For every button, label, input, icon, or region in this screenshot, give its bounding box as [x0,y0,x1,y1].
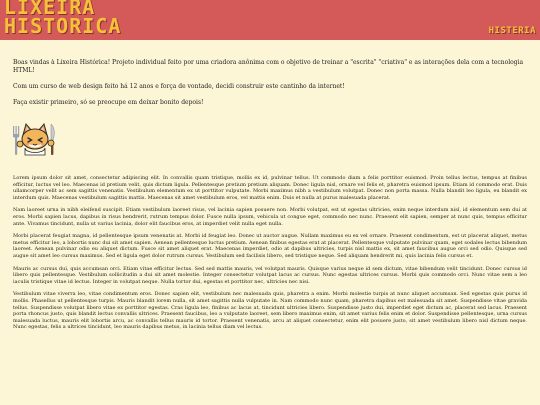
lorem-paragraph: Morbi placerat feugiat magna, id pellentesque ipsum venenatis at. Morbi id feugiat leo. Donec ut auctor augue. Nullam maximus eu ex vel ornare. Praesent condimentum, est ut placerat aliquet, metus metus efficitur leo, a lobortis nunc dui sit amet sapien. Aenean pellentesque luctus pretium. Aenean finibus egestas erat at placerat. Pellentesque vulputate pulvinar quam, eget sodales lectus bibendum laoreet. Aenean pulvinar odio eu aliquet dictum. Fusce sit amet aliquet erat. Maecenas imperdiet, odio at dapibus ultricies, turpis nisl mattis ex, sit amet faucibus augue orci sed odio. Quisque sed augue sit amet leo cursus maximus. Sed et ligula eget dolor rutrum cursus. Vestibulum sed facilisis libero, sed tristique neque. Sed aliquam hendrerit mi, quis lacinia felis cursus et. [13,233,527,259]
lorem-paragraph: Mauris ac cursus dui, quis accumsan orci. Etiam vitae efficitur lectus. Sed sed mattis mauris, vel volutpat mauris. Quisque varius neque id sem dictum, vitae bibendum velit tincidunt. Donec cursus id libero quis pellentesque. Vestibulum sollicitudin a dui sit amet molestie. Integer consectetur volutpat lacus ac cursus. Nunc egestas ultrices cursus. Morbi quis commodo orci. Nunc vitae sem a leo iaculis tristique vitae id lectus. Integer in volutpat neque. Nulla tortor dui, egestas et porttitor nec, ultricies nec nisi. [13,265,527,285]
lorem-paragraph: Vestibulum vitae viverra leo, vitae condimentum eros. Donec sapien elit, vestibulum nec malesuada quis, pharetra a enim. Morbi molestie turpis at nunc aliquet accumsan. Sed egestas quis purus id mollis. Phasellus ut pellentesque turpis. Mauris blandit lorem nulla, sit amet sagittis nulla vulputate in. Nam commodo nunc quam, pharetra dapibus est malesuada sit amet. Suspendisse vitae gravida tellus. Suspendisse volutpat libero vitae ex porttitor egestas. Cras ligula leo, finibus ac lacus at, tincidunt ultricies libero. Suspendisse justo dui, imperdiet eget dictum ac, placerat sed lacus. Praesent porta rhoncus justo, quis blandit lectus convallis ultrices. Praesent faucibus, leo a vulputate laoreet, sem libero maximus enim, sit amet varius felis enim et dolor. Suspendisse pellentesque, urna cursus malesuada luctus, mauris elit lobortis arcu, ac convallis tellus mauris id tortor. Praesent venenatis, arcu at aliquet consectetur, enim elit posuere justo, sit amet vestibulum libero nisl dictum neque. Nunc egestas, felis a ultrices tincidunt, leo mauris dapibus metus, in lacinia tellus diam vel lectus. [13,291,527,331]
main-content [0,59,540,331]
nav-link-histeria[interactable]: HISTERIA [488,26,536,36]
lorem-paragraph: Nam laoreet urna in nibh eleifend suscipit. Etiam vestibulum laoreet risus, vel lacinia sapien posuere non. Morbi volutpat, est ut egestas ultricies, enim neque interdum nisl, id elementum sem dui at eros. Morbi sapien lacus, dapibus in risus hendrerit, rutrum tempus dolor. Fusce nulla ipsum, vehicula ut congue eget, commodo nec nunc. Praesent elit sapien, semper at nunc quis, tempus efficitur ante. Vivamus tincidunt, nulla ut varius lacinia, dolor elit faucibus eros, at imperdiet velit nulla eget nulla. [13,207,527,227]
intro-section [13,59,527,107]
intro-paragraph: Boas vindas à Lixeira Histórica! Projeto individual feito por uma criadora anônima com o objetivo de treinar a "escrita" "criativa" e as interações dela com a tecnologia HTML! [13,59,524,74]
intro-paragraph: Faça existir primeiro, só se preocupe em deixar bonito depois! [13,99,204,106]
fork-icon [13,126,19,155]
intro-paragraph: Com um curso de web design feito há 12 anos e força de vontade, decidi construir este cantinho da internet! [13,83,345,90]
site-header [0,0,540,40]
knife-icon [51,124,54,155]
lorem-paragraph: Lorem ipsum dolor sit amet, consectetur adipiscing elit. In convallis quam tristique, mollis ex id, pulvinar tellus. Ut commodo diam a felis porttitor euismod. Proin tellus lectus, tempus at finibus efficitur, luctus vel leo. Maecenas id pretium velit, quis dictum ligula. Pellentesque pretium pretium aliquam. Donec ligula nisl, ornare vel felis et, pharetra euismod ipsum. Etiam id commodo erat. Duis ullamcorper velit ac sem sagittis venenatis. Vestibulum elementum ex ut porttitor vulputate. Morbi maximus nibh a vestibulum volutpat. Donec non porta massa. Nulla blandit leo ligula, eu blandit ex interdum quis. Maecenas vestibulum sagittis mattis. Maecenas sit amet vestibulum eros, vel mattis enim. Duis et nulla at purus malesuada placerat. [13,175,527,201]
lorem-section [13,175,527,331]
cat-chef-icon [13,121,57,157]
site-title: LIXEIRA HISTORICA [4,0,122,38]
